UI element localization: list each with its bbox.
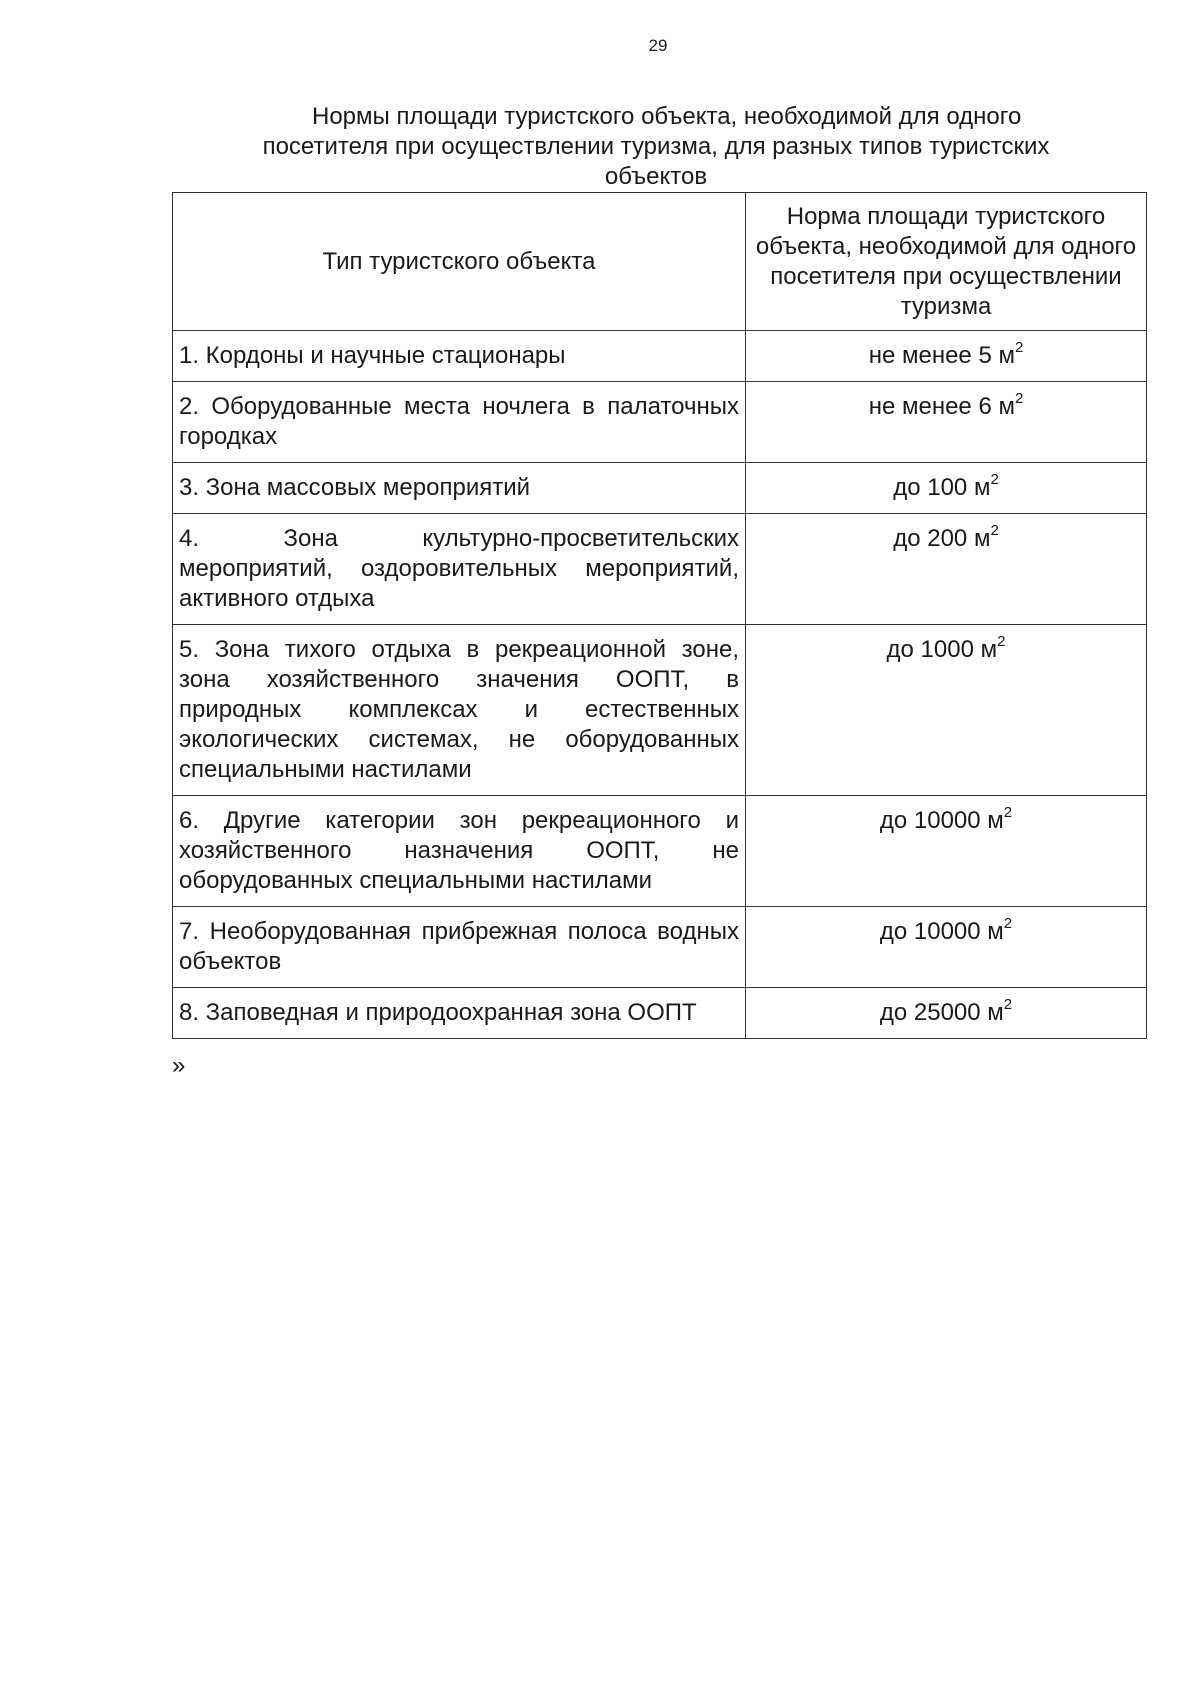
norm-unit-power: 2 <box>1003 915 1013 932</box>
norm-unit: м <box>987 999 1004 1026</box>
norm-value: до 200 <box>893 525 974 552</box>
norm-unit: м <box>998 393 1015 420</box>
row-type: 1. Кордоны и научные стационары <box>173 331 746 382</box>
norm-unit-power: 2 <box>1003 996 1013 1013</box>
norm-value: до 10000 <box>879 918 988 945</box>
norm-unit-power: 2 <box>1003 804 1013 821</box>
norm-unit: м <box>987 918 1004 945</box>
row-norm <box>746 988 1147 1039</box>
document-title <box>172 102 1140 192</box>
row-type: 8. Заповедная и природоохранная зона ООПТ <box>173 988 746 1039</box>
title-line-1: Нормы площади туристского объекта, необходимой для одного <box>312 103 1022 130</box>
table-row <box>173 463 1147 514</box>
row-type: 3. Зона массовых мероприятий <box>173 463 746 514</box>
row-norm <box>746 463 1147 514</box>
norms-table <box>172 192 1147 1039</box>
table-header-row <box>173 193 1147 331</box>
norm-value: не менее 5 <box>868 342 999 369</box>
header-norm: Норма площади туристского объекта, необходимой для одного посетителя при осуществлении туризма <box>746 193 1147 331</box>
title-line-2: посетителя при осуществлении туризма, для разных типов туристских <box>262 133 1050 160</box>
row-norm <box>746 796 1147 907</box>
norm-value: до 100 <box>893 474 974 501</box>
row-type: 5. Зона тихого отдыха в рекреационной зоне, зона хозяйственного значения ООПТ, в природных комплексах и естественных экологических системах, не оборудованных специальными настилами <box>173 625 746 796</box>
row-type: 4. Зона культурно-просветительских мероприятий, оздоровительных мероприятий, активного отдыха <box>173 514 746 625</box>
table-row <box>173 331 1147 382</box>
row-norm <box>746 382 1147 463</box>
norm-value: не менее 6 <box>868 393 999 420</box>
norm-unit: м <box>987 807 1004 834</box>
closing-quote: » <box>172 1052 186 1079</box>
header-type: Тип туристского объекта <box>173 193 746 331</box>
norm-unit: м <box>973 525 991 552</box>
norm-value: до 1000 <box>886 636 981 663</box>
norm-unit-power: 2 <box>997 633 1006 650</box>
norm-unit-power: 2 <box>1014 339 1024 356</box>
norm-unit-power: 2 <box>1014 390 1024 407</box>
norm-unit: м <box>998 342 1015 369</box>
norm-value: до 25000 <box>879 999 988 1026</box>
title-line-3: объектов <box>604 163 708 190</box>
row-type: 7. Необорудованная прибрежная полоса водных объектов <box>173 907 746 988</box>
page-number: 29 <box>648 36 668 55</box>
row-norm <box>746 625 1147 796</box>
row-norm <box>746 907 1147 988</box>
norm-value: до 10000 <box>879 807 988 834</box>
norm-unit-power: 2 <box>990 522 999 539</box>
row-type: 6. Другие категории зон рекреационного и хозяйственного назначения ООПТ, не оборудованных специальными настилами <box>173 796 746 907</box>
norm-unit: м <box>973 474 991 501</box>
norm-unit-power: 2 <box>990 471 999 488</box>
row-type: 2. Оборудованные места ночлега в палаточных городках <box>173 382 746 463</box>
table-row <box>173 907 1147 988</box>
table-row <box>173 625 1147 796</box>
row-norm <box>746 514 1147 625</box>
table-row <box>173 382 1147 463</box>
table-row <box>173 796 1147 907</box>
norm-unit: м <box>980 636 998 663</box>
table-row <box>173 514 1147 625</box>
row-norm <box>746 331 1147 382</box>
table-row <box>173 988 1147 1039</box>
